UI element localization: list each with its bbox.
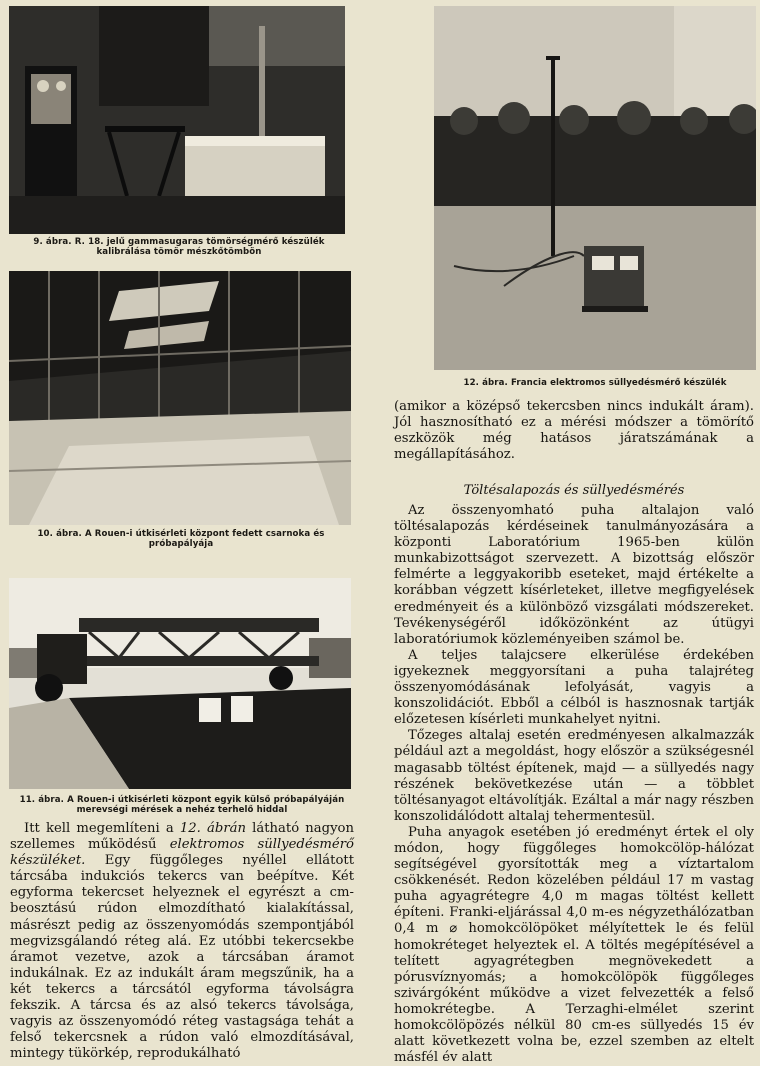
figure-12-caption: [430, 378, 760, 388]
figure-9-photo: [9, 6, 345, 234]
section-heading: Töltésalapozás és süllyedésmérés: [463, 483, 685, 498]
right-paragraph-0: (amikor a középső tekercsben nincs indukált áram). Jól hasznosítható ez a mérési módszer a tömörítő eszközök még hatásos járatszámának a megállapításához.: [394, 399, 754, 463]
figure-12-photo: [434, 6, 756, 370]
left-column-text: [10, 821, 354, 1062]
figure-11-text: A Rouen-i útkisérleti központ egyik külső próbapályáján merevségi mérések a nehéz terhelő hiddal: [67, 795, 345, 815]
figure-10-photo: [9, 271, 351, 525]
device-name: elektromos süllyedésmérő készüléket.: [10, 837, 354, 869]
left-paragraph-1: Itt kell megemlíteni a 12. ábrán látható nagyon szellemes működésű elektromos süllyedésmérő készüléket. Egy függőleges nyéllel ellátott tárcsába indukciós tekercs van beépítve. Két egyforma tekercset helyeznek el egyrészt a cm-beosztású rúdon elmozdítható kialakítással, másrészt pedig az összenyomódás szempontjából megvizsgálandó réteg alá. Ez utóbbi tekercsekbe áramot vezetve, azok a tárcsában áramot indukálnak. Ez az indukált áram megszűnik, ha a két tekercs a tárcsától egyforma távolságra fekszik. A tárcsa és az alsó tekercs távolsága, vagyis az összenyomódó réteg vastagsága tehát a felső tekercsnek a rúdon való elmozdításával, mintegy tükörkép, reprodukálható: [10, 821, 354, 1062]
figure-11-caption: [6, 795, 358, 815]
right-paragraph-4: Puha anyagok esetében jó eredményt értek el oly módon, hogy függőleges homokcölöp-hálózat segítségével gyorsították meg a víztartalom csökkenését. Redon közelében például 17 m vastag puha agyagrétegre 4,0 m magas töltést kellett építeni. Franki-eljárással 4,0 m-es négyzethálózatban 0,4 m ⌀ homokcölöpöket mélyítettek le és felül homokréteget helyeztek el. A töltés megépítésével a telített agyagrétegben megnövekedett a pórusvíznyomás; a homokcölöpök függőleges szivárgóként működve a vizet felvezették a felső homokrétegbe. A Terzaghi-elmélet szerint homokcölöpözés nélkül 80 cm-es süllyedés 15 év alatt következett volna be, ezzel szemben az eltelt másfél év alatt: [394, 824, 754, 1066]
figure-12-word: ábra.: [482, 378, 508, 388]
figure-12-text: Francia elektromos süllyedésmérő készülék: [510, 378, 727, 388]
figure-12-number: 12.: [463, 378, 480, 388]
figure-11-word: ábra.: [38, 795, 65, 805]
figure-10-number: 10.: [37, 529, 53, 539]
right-column-intro: [394, 399, 754, 463]
right-column-body: [394, 503, 754, 1066]
figure-11-photo: [9, 578, 351, 789]
figure-10-caption: [6, 529, 356, 549]
right-paragraph-3: Tőzeges altalaj esetén eredményesen alkalmazzák például azt a megoldást, hogy először a szükségesnél magasabb töltést építenek, majd — a süllyedés nagy részének bekövetkezése után — a többlet töltésanyagot eltávolítják. Ezáltal a már nagy részben konszolidálódott altalaj tehermentesül.: [394, 728, 754, 824]
figure-9-number: 9.: [33, 237, 43, 247]
figure-9-caption: [6, 237, 352, 257]
figure-9-word: ábra.: [45, 237, 72, 247]
figure-reference: 12. ábrán: [179, 821, 246, 836]
right-paragraph-1: Az összenyomható puha altalajon való töltésalapozás kérdéseinek tanulmányozására a központi Laboratórium 1965-ben külön munkabizottságot szervezett. A bizottság először felmérte a leggyakoribb eseteket, majd értékelte a korábban végzett kísérleteket, illetve megfigyelések eredményeit és a különböző vizsgálati módszereket. Tevékenységéről időközönként az útügyi laboratóriumok közleményeiben számol be.: [394, 503, 754, 647]
figure-10-word: ábra.: [56, 529, 82, 539]
figure-11-number: 11.: [19, 795, 36, 805]
figure-9-text: R. 18. jelű gammasugaras tömörségmérő készülék kalibrálása tömör mészkőtömbön: [74, 237, 325, 257]
right-paragraph-2: A teljes talajcsere elkerülése érdekében igyekeznek meggyorsítani a puha talajréteg összenyomódásának lefolyását, vagyis a konszolidációt. Ebből a célból is hasznosnak tartják előzetesen kísérleti munkahelyet nyitni.: [394, 647, 754, 728]
figure-10-text: A Rouen-i útkisérleti központ fedett csarnoka és próbapályája: [84, 529, 325, 549]
